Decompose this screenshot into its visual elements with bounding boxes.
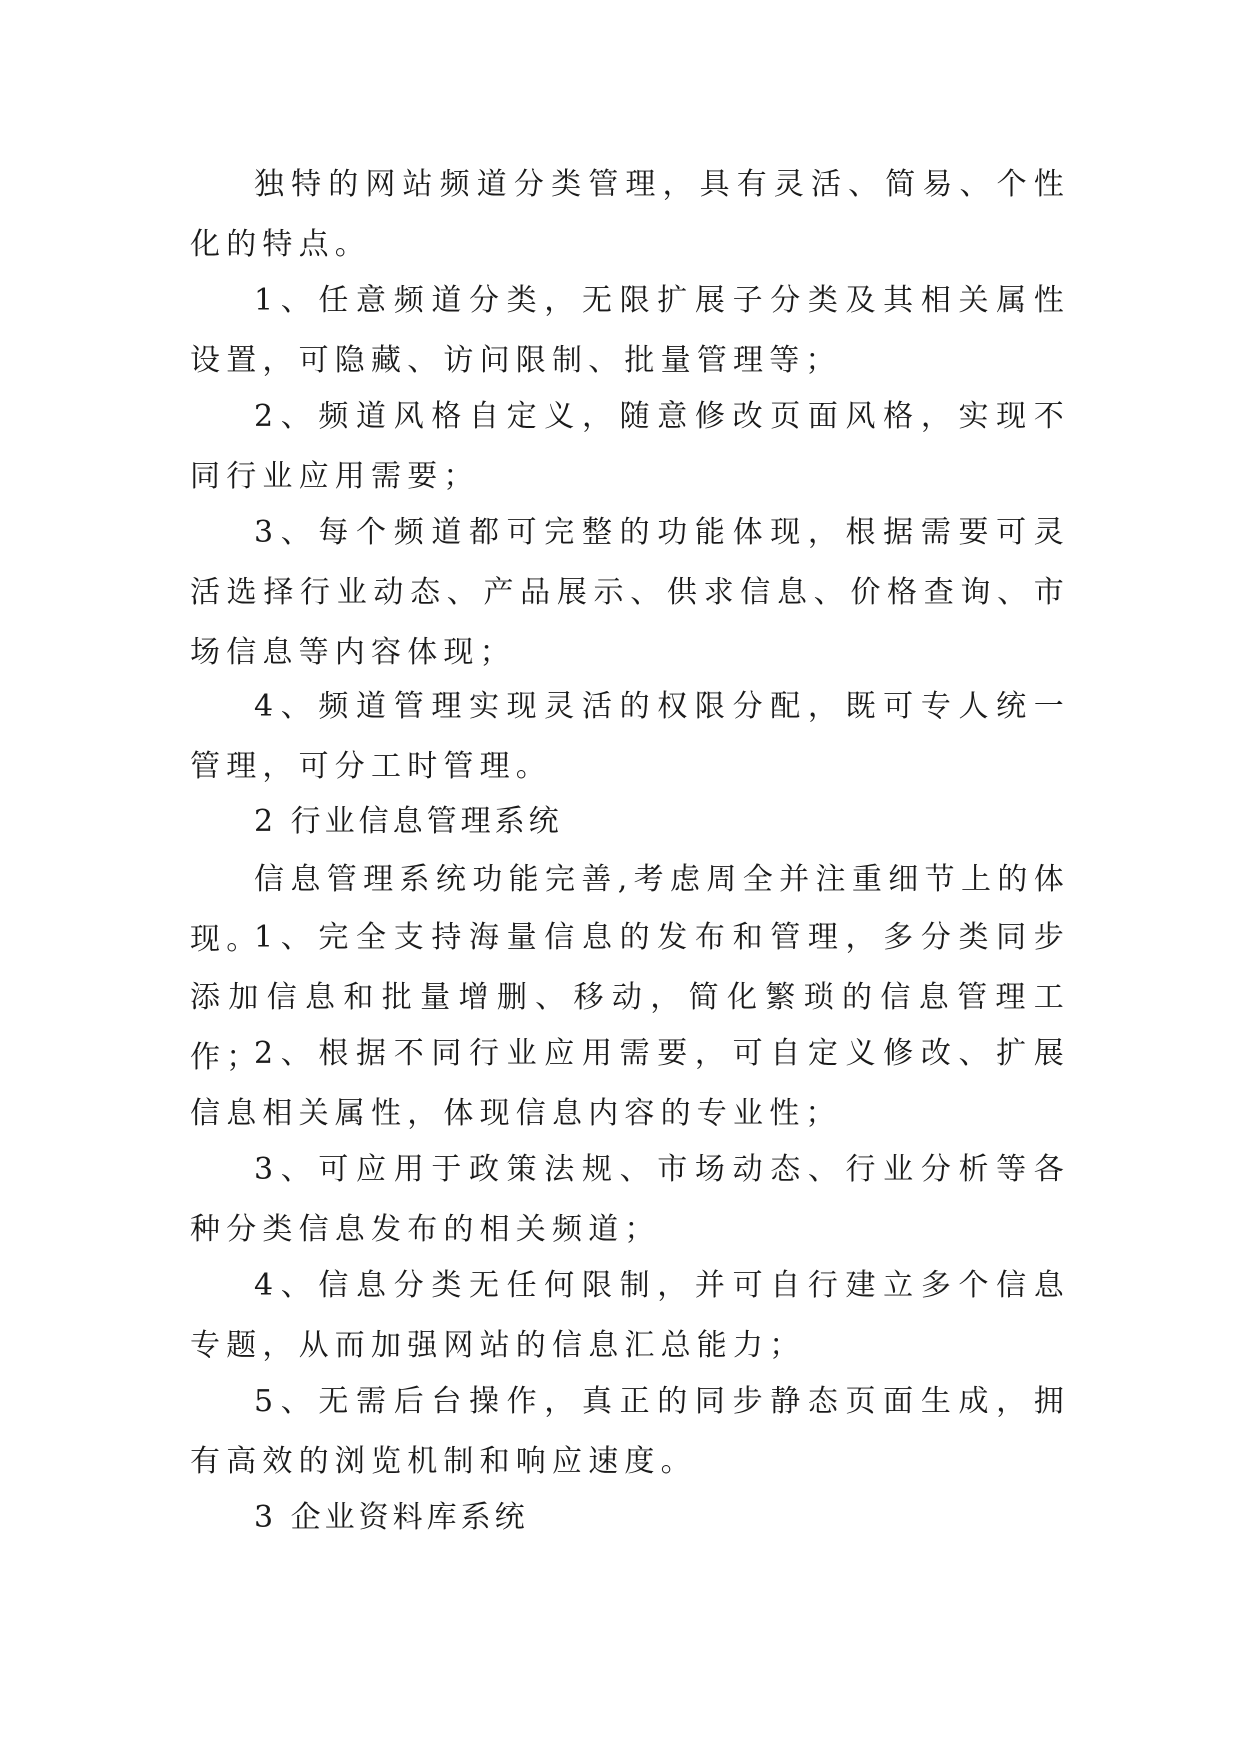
paragraph-info-item-5: 5、无需后台操作，真正的同步静态页面生成，拥有高效的浏览机制和响应速度。 xyxy=(190,1384,1070,1479)
paragraph-channel-item-4: 4、频道管理实现灵活的权限分配，既可专人统一管理，可分工时管理。 xyxy=(190,689,1070,784)
paragraph-info-item-1: 1、完全支持海量信息的发布和管理，多分类同步添加信息和批量增删、移动，简化繁琐的信息管理工作； xyxy=(190,920,1070,1075)
paragraph-info-item-4: 4、信息分类无任何限制，并可自行建立多个信息专题，从而加强网站的信息汇总能力； xyxy=(190,1268,1070,1363)
section-heading-industry-info: 2 行业信息管理系统 xyxy=(254,804,563,839)
paragraph-channel-item-1: 1、任意频道分类，无限扩展子分类及其相关属性设置，可隐藏、访问限制、批量管理等； xyxy=(190,283,1070,378)
paragraph-channel-item-3: 3、每个频道都可完整的功能体现，根据需要可灵活选择行业动态、产品展示、供求信息、价格查询、市场信息等内容体现； xyxy=(190,515,1070,670)
section-heading-enterprise-db: 3 企业资料库系统 xyxy=(254,1500,529,1535)
paragraph-info-intro: 信息管理系统功能完善,考虑周全并注重细节上的体现。 xyxy=(190,862,1070,957)
paragraph-info-item-3: 3、可应用于政策法规、市场动态、行业分析等各种分类信息发布的相关频道； xyxy=(190,1152,1070,1247)
paragraph-channel-item-2: 2、频道风格自定义，随意修改页面风格，实现不同行业应用需要； xyxy=(190,399,1070,494)
paragraph-channel-intro: 独特的网站频道分类管理，具有灵活、简易、个性化的特点。 xyxy=(190,167,1070,262)
paragraph-info-item-2: 2、根据不同行业应用需要，可自定义修改、扩展信息相关属性，体现信息内容的专业性； xyxy=(190,1036,1070,1131)
